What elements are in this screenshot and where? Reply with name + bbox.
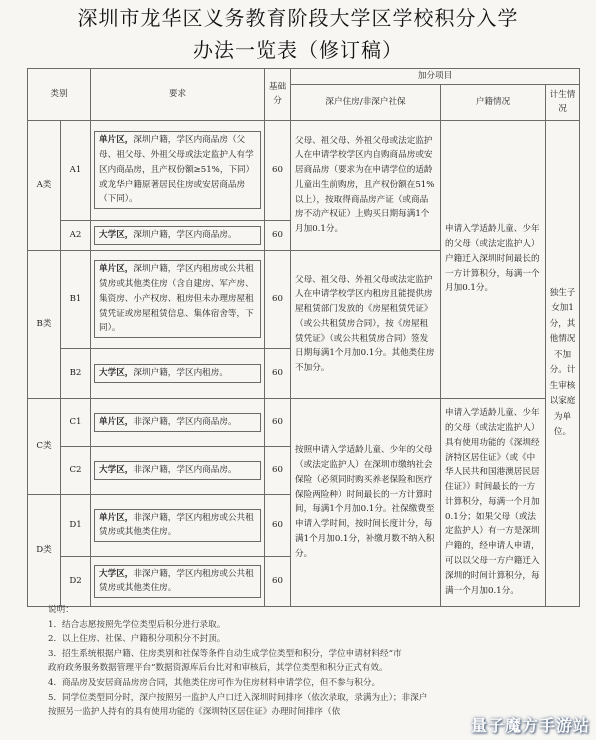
base-score-d1: 60 [265,494,291,556]
base-score-c1: 60 [265,398,291,446]
note-1: 1．结合志愿按照先学位类型后积分进行录取。 [48,619,226,630]
requirement-c2-type: 大学区， [99,464,134,475]
requirement-a1-text: 深圳户籍，学区内商品房（父母、祖父母、外祖父母或法定监护人有学区内商品房，且产权份额≥51%，下同）或龙华户籍原著居民住房或安居商品房（下同）。 [99,135,255,205]
subcategory-d2: D2 [61,556,91,606]
requirement-c2-text: 非深户籍，学区内商品房。 [133,464,237,475]
subcategory-b1: B1 [61,250,91,348]
header-family-planning: 计生情况 [546,84,580,120]
subcategory-c1: C1 [61,398,91,446]
category-b: B类 [28,250,61,398]
subcategory-b2: B2 [61,348,91,398]
document-title-line2: 办法一览表（修订稿） [193,38,403,62]
header-bonus: 加分项目 [291,69,580,85]
base-score-d2: 60 [265,556,291,606]
base-score-c2: 60 [265,446,291,494]
requirement-d2-type: 大学区， [99,568,134,579]
bonus-residence-cd: 按照申请入学适龄儿童、少年的父母（或法定监护人）在深圳市缴纳社会保险（必须同时购买养老保险和医疗保险两险种）时间最长的一方计算时间，每满1个月加0.1分。社保缴费至申请入学时间，按时间长度计分，每满1个月加0.1分，补缴月数不纳入积分。 [291,398,441,606]
requirement-d1-text: 非深户籍，学区内租房或公共租赁房或其他类住房。 [99,512,254,538]
requirement-b2-type: 大学区， [99,367,134,378]
note-3-line2: 政府政务服务数据管理平台”数据资源库后台比对和审核后，其学位类型和积分正式有效。 [48,663,388,674]
requirement-a2 [91,220,265,250]
category-d: D类 [28,494,61,606]
requirement-d2-text: 非深户籍，学区内租房或公共租赁房或其他类住房。 [99,568,254,594]
subcategory-c2: C2 [61,446,91,494]
document-title-line1: 深圳市龙华区义务教育阶段大学区学校积分入学 [77,6,519,30]
note-5-line1: 5．同学位类型同分时，深户按照另一监护人户口迁入深圳时间排序（依次录取，录满为止）；非深户 [48,692,428,703]
requirement-b1-text: 深圳户籍，学区内租房或公共租赁房或其他类住房（含自建房、军产房、集资房、小产权房、租房但未办理房屋租赁凭证或房屋租赁信息、集体宿舍等，下同）。 [99,264,254,334]
base-score-b2: 60 [265,348,291,398]
bonus-residence-a: 父母、祖父母、外祖父母或法定监护人在申请学校学区内自购商品房或安居商品房（要求为在申请学位的适龄儿童出生前购房，且产权份额在51%以上），按取得商品房产证（或商品房不动产权证）上购买日期每满1个月加0.1分。 [291,120,441,250]
requirement-b1-type: 单片区， [99,264,134,275]
note-5-line2: 按照另一监护人持有的具有使用功能的《深圳特区居住证》办理时间排序（依 [48,707,341,718]
header-requirement: 要求 [91,69,265,121]
category-a: A类 [28,120,61,250]
bonus-residence-b: 父母、祖父母、外祖父母或法定监护人在申请学校学区内租房且能提供房屋租赁部门发放的《房屋租赁凭证》（或公共租赁房合同），按《房屋租赁凭证》（或公共租赁房合同）签发日期每满1个月加0.1分。其他类住房不加分。 [291,250,441,398]
requirement-b1 [91,250,265,348]
base-score-a1: 60 [265,120,291,220]
category-c: C类 [28,398,61,494]
notes-heading: 说明： [48,605,74,615]
bonus-hukou-ab: 申请入学适龄儿童、少年的父母（或法定监护人）户籍迁入深圳时间最长的一方计算积分，每满一个月加0.1分。 [441,120,546,398]
subcategory-a1: A1 [61,120,91,220]
note-2: 2．以上住房、社保、户籍积分项积分不封顶。 [48,634,226,645]
requirement-d2 [91,556,265,606]
requirement-d1 [91,494,265,556]
requirement-b2 [91,348,265,398]
requirement-c1-type: 单片区， [99,416,134,427]
admission-score-table [27,68,580,607]
subcategory-d1: D1 [61,494,91,556]
requirement-c1-text: 非深户籍，学区内商品房。 [133,416,237,427]
note-3-line1: 3．招生系统根据户籍、住房类别和社保等条件自动生成学位类型和积分，学位申请材料经“市 [48,648,402,659]
base-score-a2: 60 [265,220,291,250]
requirement-c1 [91,398,265,446]
requirement-a2-text: 深圳户籍，学区内商品房。 [133,229,237,240]
requirement-b2-text: 深圳户籍，学区内租房。 [133,367,228,378]
requirement-a1 [91,120,265,220]
requirement-a1-type: 单片区， [99,135,134,146]
notes-section [48,603,588,720]
header-hukou: 户籍情况 [441,84,546,120]
requirement-d1-type: 单片区， [99,512,134,523]
subcategory-a2: A2 [61,220,91,250]
requirement-c2 [91,446,265,494]
note-4: 4．商品房及安居商品房房合同，其他类住房可作为住房材料申请学位，但不参与积分。 [48,677,381,688]
header-residence: 深户住房/非深户社保 [291,84,441,120]
header-base-score: 基础分 [265,69,291,121]
bonus-family-planning: 独生子女加1分，其他情况不加分。计生审核以家庭为单位。 [546,120,580,606]
header-category: 类别 [28,69,91,121]
bonus-hukou-cd: 申请入学适龄儿童、少年的父母（或法定监护人）具有使用功能的《深圳经济特区居住证》（或《中华人民共和国港澳居民居住证》）时间最长的一方计算积分，每满一个月加0.1分；如果父母（或法定监护人）有一方是深圳户籍的，经申请人申请，可以以父母一方户籍迁入深圳的时间计算积分，每满一个月加0.1分。 [441,398,546,606]
base-score-b1: 60 [265,250,291,348]
site-watermark: 量子魔方手游站 [470,716,590,735]
requirement-a2-type: 大学区， [99,229,134,240]
